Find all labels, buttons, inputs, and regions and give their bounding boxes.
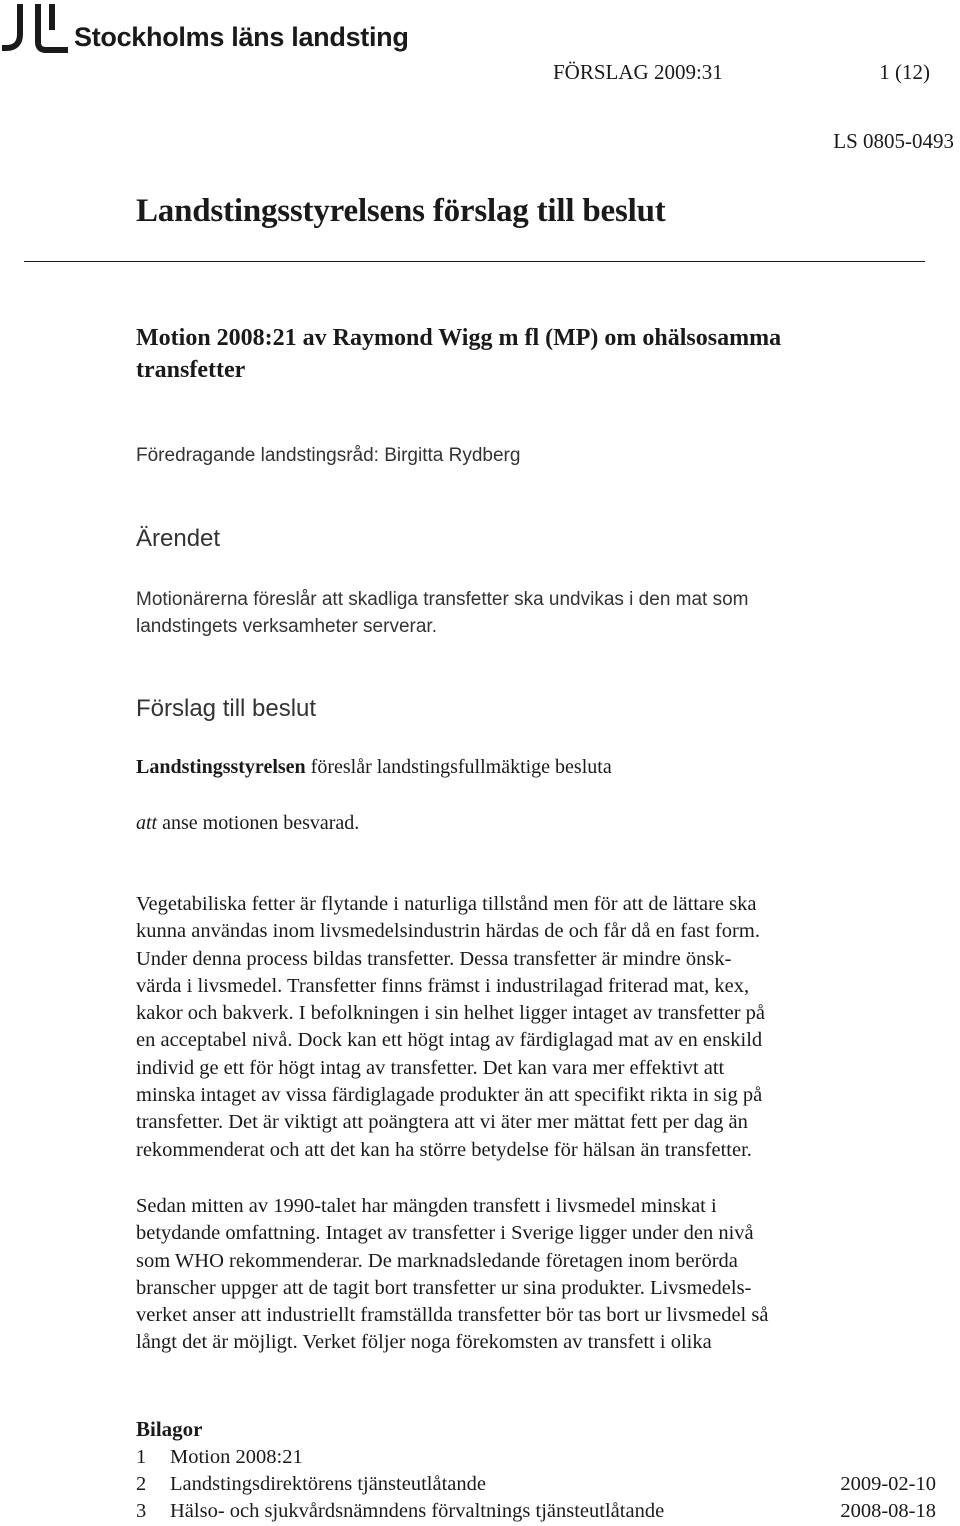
text-line: Sedan mitten av 1990-talet har mängden transfett i livsmedel minskat i <box>136 1195 717 1217</box>
text-line: kunna användas inom livsmedelsindustrin härdas de och får då en fast form. <box>136 920 760 943</box>
arendet-heading: Ärendet <box>136 525 221 552</box>
motion-title-line: Motion 2008:21 av Raymond Wigg m fl (MP) om ohälsosamma <box>136 325 782 351</box>
reference-number: LS 0805-0493 <box>833 129 954 153</box>
text-line: Under denna process bildas transfetter. Dessa transfetter är mindre önsk- <box>136 947 732 970</box>
text-line: transfetter. Det är viktigt att poängtera att vi äter mer mättat fett per dag än <box>136 1111 748 1134</box>
body-paragraph-2 <box>136 1193 768 1357</box>
motion-title-line: transfetter <box>136 357 246 383</box>
decision-line <box>136 754 612 781</box>
att-text: anse motionen besvarad. <box>157 812 360 834</box>
text-line: en acceptabel nivå. Dock kan ett högt intag av färdiglagad mat av en enskild <box>136 1029 763 1052</box>
sll-logo <box>0 0 420 60</box>
bilaga-row-3 <box>136 1498 936 1525</box>
bilaga-number: 3 <box>136 1500 147 1522</box>
forslag-heading: Förslag till beslut <box>136 695 317 722</box>
decision-subject: Landstingsstyrelsen <box>136 756 306 778</box>
presenter-line: Föredragande landstingsråd: Birgitta Rydberg <box>136 445 521 466</box>
text-line: som WHO rekommenderar. De marknadsledande företagen inom berörda <box>136 1249 738 1272</box>
text-line: landstingets verksamheter serverar. <box>136 616 437 637</box>
bilaga-date: 2009-02-10 <box>840 1473 936 1495</box>
bilaga-date: 2008-08-18 <box>840 1500 936 1522</box>
arendet-text <box>136 586 749 640</box>
page-number: 1 (12) <box>879 60 930 84</box>
bilaga-label: Motion 2008:21 <box>170 1446 303 1468</box>
logo-text: Stockholms läns landsting <box>74 22 409 52</box>
bilaga-row-1 <box>136 1444 936 1471</box>
bilaga-label: Hälso- och sjukvårdsnämndens förvaltnings tjänsteutlåtande <box>170 1500 665 1522</box>
document-id: FÖRSLAG 2009:31 <box>553 60 723 84</box>
sll-logo-mark-icon <box>0 2 70 56</box>
text-line: verket anser att industriellt framställda transfetter bör tas bort ur livsmedel så <box>136 1304 769 1327</box>
text-line: kakor och bakverk. I befolkningen i sin helhet ligger intaget av transfetter på <box>136 1002 766 1025</box>
text-line: branscher uppger att de tagit bort transfetter ur sina produkter. Livsmedels- <box>136 1276 752 1299</box>
bilaga-number: 1 <box>136 1446 147 1468</box>
page-title: Landstingsstyrelsens förslag till beslut <box>136 193 666 229</box>
text-line: betydande omfattning. Intaget av transfetter i Sverige ligger under den nivå <box>136 1222 754 1245</box>
bilaga-number: 2 <box>136 1473 147 1495</box>
title-divider <box>24 261 925 262</box>
text-line: individ ge ett för högt intag av transfetter. Det kan vara mer effektivt att <box>136 1056 725 1079</box>
text-line: minska intaget av vissa färdiglagade produkter än att specifikt rikta in sig på <box>136 1084 763 1107</box>
text-line: rekommenderat och att det kan ha större betydelse för hälsan än transfetter. <box>136 1138 752 1161</box>
text-line: Vegetabiliska fetter är flytande i naturliga tillstånd men för att de lättare ska <box>136 893 757 915</box>
bilaga-row-2 <box>136 1471 936 1498</box>
text-line: värda i livsmedel. Transfetter finns främst i industrilagad friterad mat, kex, <box>136 974 750 997</box>
bilaga-label: Landstingsdirektörens tjänsteutlåtande <box>170 1473 486 1495</box>
decision-text: föreslår landstingsfullmäktige besluta <box>305 756 612 778</box>
motion-title <box>136 322 781 386</box>
body-paragraph-1 <box>136 891 765 1164</box>
text-line: långt det är möjligt. Verket följer noga förekomsten av transfett i olika <box>136 1331 712 1354</box>
bilagor-heading: Bilagor <box>136 1417 203 1441</box>
text-line: Motionärerna föreslår att skadliga transfetter ska undvikas i den mat som <box>136 589 749 610</box>
att-word: att <box>136 812 158 834</box>
att-line <box>136 810 359 837</box>
